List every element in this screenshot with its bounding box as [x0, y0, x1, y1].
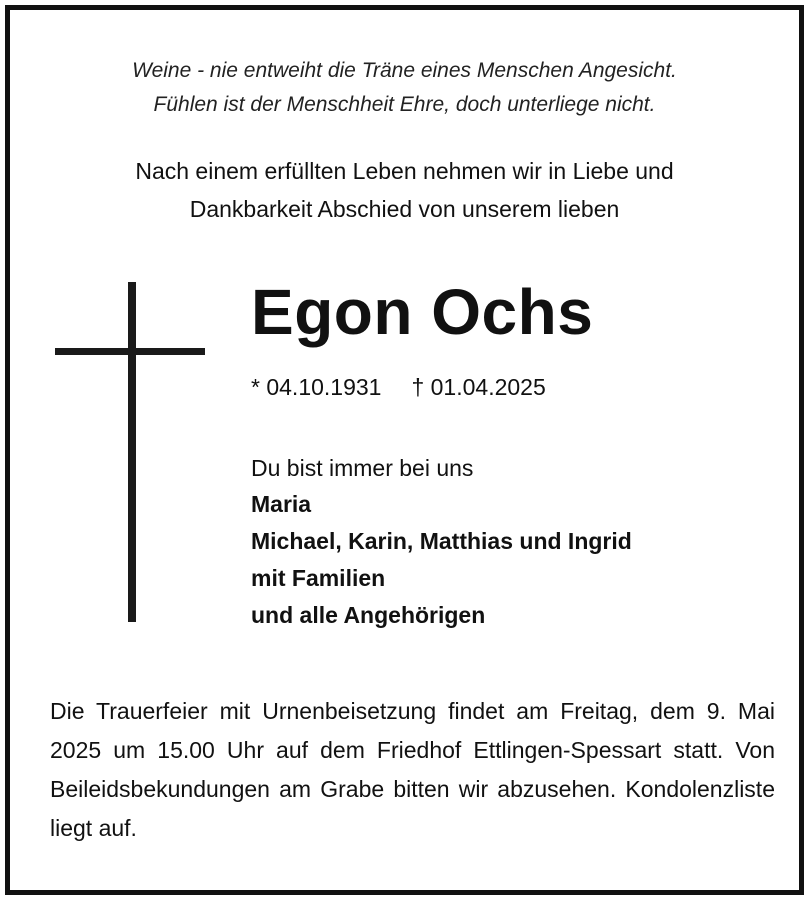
intro-line-1: Nach einem erfüllten Leben nehmen wir in Liebe und	[135, 158, 674, 184]
birth-date: * 04.10.1931	[251, 374, 382, 400]
verse-line-1: Weine - nie entweiht die Träne eines Menschen Angesicht.	[132, 59, 677, 82]
deceased-name: Egon Ochs	[251, 276, 594, 348]
cross-icon-vertical-beam	[128, 282, 136, 622]
life-dates	[251, 370, 546, 404]
cross-icon-horizontal-beam	[55, 348, 205, 355]
mourners-list	[251, 486, 632, 634]
mourner-line: und alle Angehörigen	[251, 602, 486, 628]
intro-text	[10, 152, 799, 228]
farewell-message: Du bist immer bei uns	[251, 455, 474, 481]
mourner-line: Maria	[251, 491, 312, 517]
verse-line-2: Fühlen ist der Menschheit Ehre, doch unterliege nicht.	[153, 93, 656, 116]
death-date: † 01.04.2025	[411, 374, 546, 400]
funeral-notice: Die Trauerfeier mit Urnenbeisetzung findet am Freitag, dem 9. Mai 2025 um 15.00 Uhr auf dem Friedhof Ettlingen-Spessart statt. Von Beileidsbekundungen am Grabe bitten wir abzusehen. Kondolenzliste liegt auf.	[50, 698, 775, 841]
obituary-frame	[5, 5, 804, 895]
mourner-line: Michael, Karin, Matthias und Ingrid	[251, 528, 632, 554]
mourner-line: mit Familien	[251, 565, 386, 591]
verse	[10, 54, 799, 122]
intro-line-2: Dankbarkeit Abschied von unserem lieben	[189, 196, 620, 222]
